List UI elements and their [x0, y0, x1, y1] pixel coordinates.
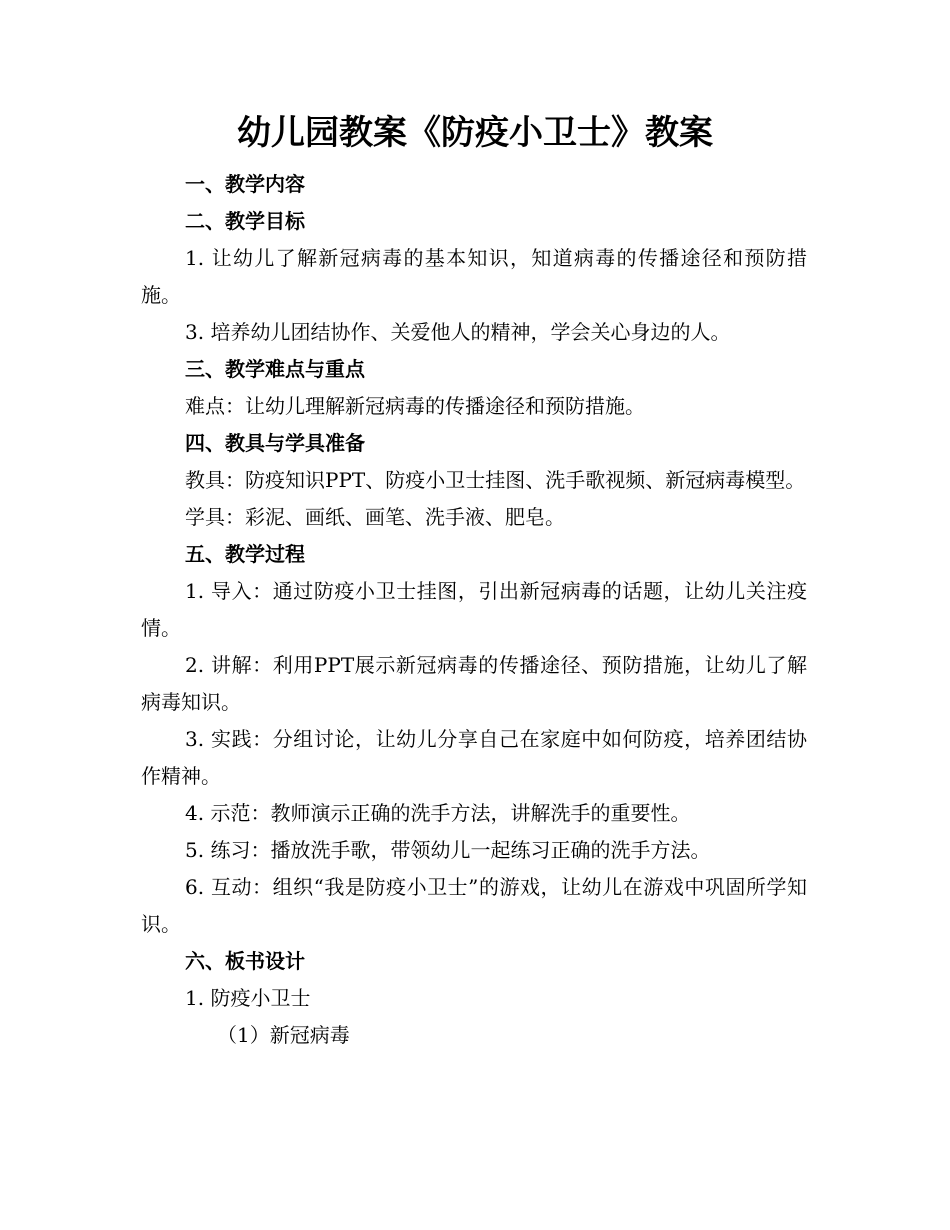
body-paragraph: 难点：让幼儿理解新冠病毒的传播途径和预防措施。 — [185, 394, 645, 418]
body-paragraph: 1. 导入：通过防疫小卫士挂图，引出新冠病毒的话题，让幼儿关注疫情。 — [141, 579, 807, 640]
body-paragraph: 教具：防疫知识PPT、防疫小卫士挂图、洗手歌视频、新冠病毒模型。 — [185, 468, 806, 492]
body-paragraph: 2. 讲解：利用PPT展示新冠病毒的传播途径、预防措施，让幼儿了解病毒知识。 — [141, 653, 807, 714]
body-paragraph: 3. 实践：分组讨论，让幼儿分享自己在家庭中如何防疫，培养团结协作精神。 — [141, 727, 807, 788]
body-paragraph: 4. 示范：教师演示正确的洗手方法，讲解洗手的重要性。 — [185, 801, 691, 825]
section-heading: 五、教学过程 — [185, 542, 305, 566]
section-heading: 四、教具与学具准备 — [185, 431, 365, 455]
body-paragraph: 5. 练习：播放洗手歌，带领幼儿一起练习正确的洗手方法。 — [185, 838, 711, 862]
section-heading: 六、板书设计 — [185, 949, 305, 973]
sub-list-item: （1）新冠病毒 — [217, 1023, 350, 1047]
body-paragraph: 3. 培养幼儿团结协作、关爱他人的精神，学会关心身边的人。 — [185, 320, 731, 344]
section-heading: 一、教学内容 — [185, 172, 305, 196]
body-paragraph: 学具：彩泥、画纸、画笔、洗手液、肥皂。 — [185, 505, 565, 529]
section-heading: 三、教学难点与重点 — [185, 357, 365, 381]
document-title: 幼儿园教案《防疫小卫士》教案 — [237, 113, 713, 153]
document-body — [141, 166, 807, 1054]
list-item: 1. 防疫小卫士 — [185, 986, 311, 1010]
body-paragraph: 1. 让幼儿了解新冠病毒的基本知识，知道病毒的传播途径和预防措施。 — [141, 246, 807, 307]
section-heading: 二、教学目标 — [185, 209, 305, 233]
body-paragraph: 6. 互动：组织“我是防疫小卫士”的游戏，让幼儿在游戏中巩固所学知识。 — [141, 875, 807, 936]
